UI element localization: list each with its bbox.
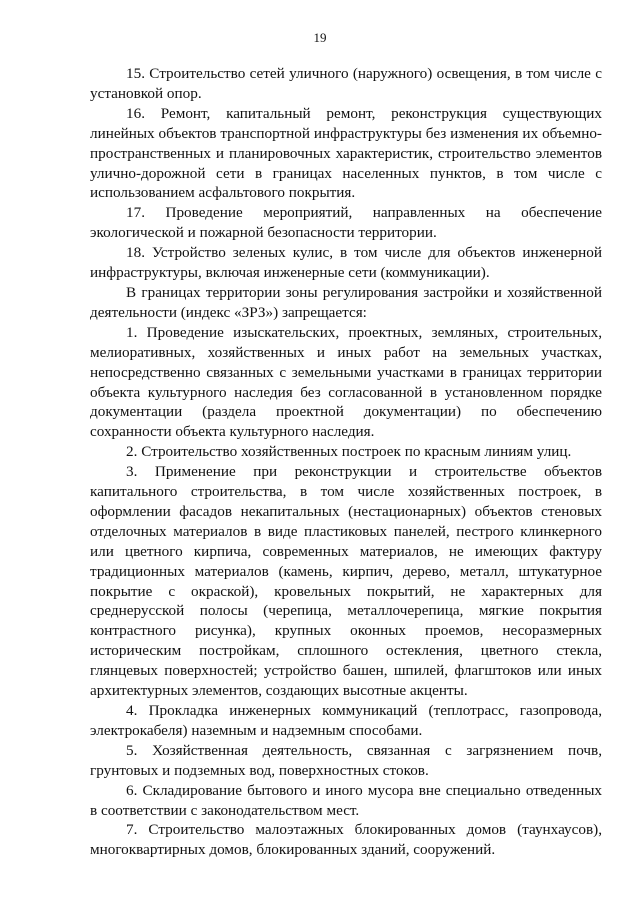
- prohibition-item-6: 6. Складирование бытового и иного мусора вне специально отведенных в соответствии с законодательством мест.: [90, 781, 602, 819]
- prohibition-item-3: 3. Применение при реконструкции и строительстве объектов капитального строительства, в том числе хозяйственных построек, в оформлении фасадов некапитальных (нестационарных) объектов стеновых отделочных материалов в виде пластиковых панелей, пестрого клинкерного или цветного кирпича, современных материалов, не имеющих фактуру традиционных материалов (камень, кирпич, дерево, металл, штукатурное покрытие с окраской), кровельных покрытий, не характерных для среднерусской полосы (черепица, металлочерепица, мягкие покрытия контрастного рисунка), крупных оконных проемов, несоразмерных историческим постройкам, сплошного остекления, цветного стекла, глянцевых поверхностей; устройство башен, шпилей, флагштоков или иных архитектурных элементов, создающих высотные акценты.: [90, 463, 602, 700]
- document-body: [90, 64, 602, 860]
- prohibition-item-2: 2. Строительство хозяйственных построек по красным линиям улиц.: [126, 443, 572, 461]
- paragraph-item-15: 15. Строительство сетей уличного (наружного) освещения, в том числе с установкой опор.: [90, 65, 602, 102]
- paragraph-item-16: 16. Ремонт, капитальный ремонт, реконструкция существующих линейных объектов транспортной инфраструктуры без изменения их объемно-пространственных и планировочных характеристик, строительство элементов улично-дорожной сети в границах населенных пунктов, в том числе с использованием асфальтового покрытия.: [90, 104, 602, 202]
- page-number: 19: [313, 30, 327, 45]
- paragraph-item-18: 18. Устройство зеленых кулис, в том числе для объектов инженерной инфраструктуры, включая инженерные сети (коммуникации).: [90, 244, 602, 282]
- paragraph-item-17: 17. Проведение мероприятий, направленных на обеспечение экологической и пожарной безопасности территории.: [90, 204, 602, 242]
- prohibition-item-5: 5. Хозяйственная деятельность, связанная с загрязнением почв, грунтовых и подземных вод, поверхностных стоков.: [90, 741, 602, 779]
- zrz-prohibitions-intro: В границах территории зоны регулирования застройки и хозяйственной деятельности (индекс «ЗРЗ») запрещается:: [90, 283, 602, 321]
- prohibition-item-1: 1. Проведение изыскательских, проектных, земляных, строительных, мелиоративных, хозяйственных и иных работ на земельных участках, непосредственно связанных с земельными участками в границах территории объекта культурного наследия без согласованной в установленном порядке документации (раздела проектной документации) по обеспечению сохранности объекта культурного наследия.: [90, 323, 602, 441]
- prohibition-item-4: 4. Прокладка инженерных коммуникаций (теплотрасс, газопровода, электрокабеля) наземным и надземным способами.: [90, 702, 602, 739]
- prohibition-item-7: 7. Строительство малоэтажных блокированных домов (таунхаусов), многоквартирных домов, блокированных зданий, сооружений.: [90, 821, 602, 859]
